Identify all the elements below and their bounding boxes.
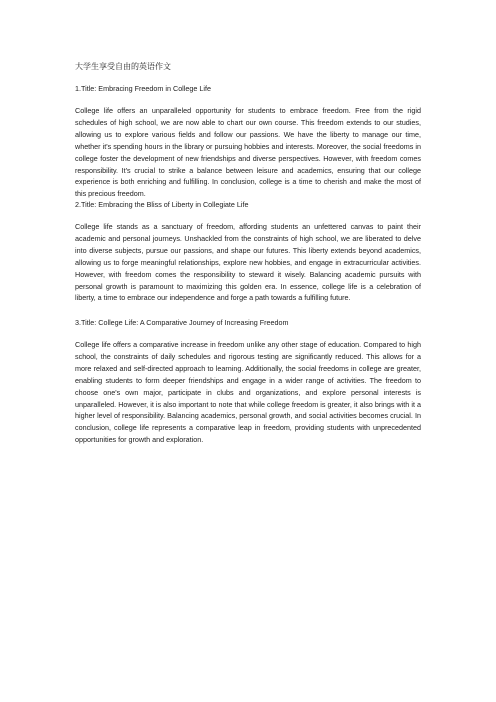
essay-section-2 <box>75 200 421 304</box>
essay-heading-2: 2.Title: Embracing the Bliss of Liberty in Collegiate Life <box>75 200 249 209</box>
essay-section-1 <box>75 84 421 200</box>
document-title: 大学生享受自由的英语作文 <box>75 62 171 71</box>
essay-body-1: College life offers an unparalleled opportunity for students to embrace freedom. Free from the rigid schedules of high school, we are now able to chart our own course. This freedom extends to our studies, allowing us to explore various fields and follow our passions. We have the liberty to manage our time, whether it's spending hours in the library or pursuing hobbies and interests. Moreover, the social freedoms in college foster the development of new friendships and diverse perspectives. However, with freedom comes responsibility. It's crucial to strike a balance between leisure and academics, ensuring that our college experience is both enriching and fulfilling. In conclusion, college is a time to cherish and make the most of this precious freedom. <box>75 106 421 199</box>
essay-body-2: College life stands as a sanctuary of freedom, affording students an unfettered canvas to paint their academic and personal journeys. Unshackled from the constraints of high school, we are liberated to delve into diverse subjects, pursue our passions, and shape our futures. This liberty extends beyond academics, allowing us to forge meaningful relationships, explore new hobbies, and engage in extracurricular activities. However, with freedom comes the responsibility to steward it wisely. Balancing academic pursuits with personal growth is paramount to maximizing this golden era. In essence, college life is a celebration of liberty, a time to embrace our independence and forge a path towards a fulfilling future. <box>75 222 421 303</box>
essay-heading-1: 1.Title: Embracing Freedom in College Life <box>75 84 211 93</box>
essay-body-3: College life offers a comparative increase in freedom unlike any other stage of education. Compared to high school, the constraints of daily schedules and rigorous testing are significantly reduced. This allows for a more relaxed and self-directed approach to learning. Additionally, the social freedoms in college are greater, enabling students to form deeper friendships and engage in a wider range of activities. The freedom to choose one's own major, participate in clubs and organizations, and explore personal interests is unparalleled. However, it is also important to note that while college freedom is greater, it also brings with it a higher level of responsibility. Balancing academics, personal growth, and social activities becomes crucial. In conclusion, college life represents a comparative leap in freedom, providing students with unprecedented opportunities for growth and exploration. <box>75 340 421 445</box>
essay-section-3 <box>75 318 421 446</box>
essay-heading-3: 3.Title: College Life: A Comparative Journey of Increasing Freedom <box>75 318 289 327</box>
